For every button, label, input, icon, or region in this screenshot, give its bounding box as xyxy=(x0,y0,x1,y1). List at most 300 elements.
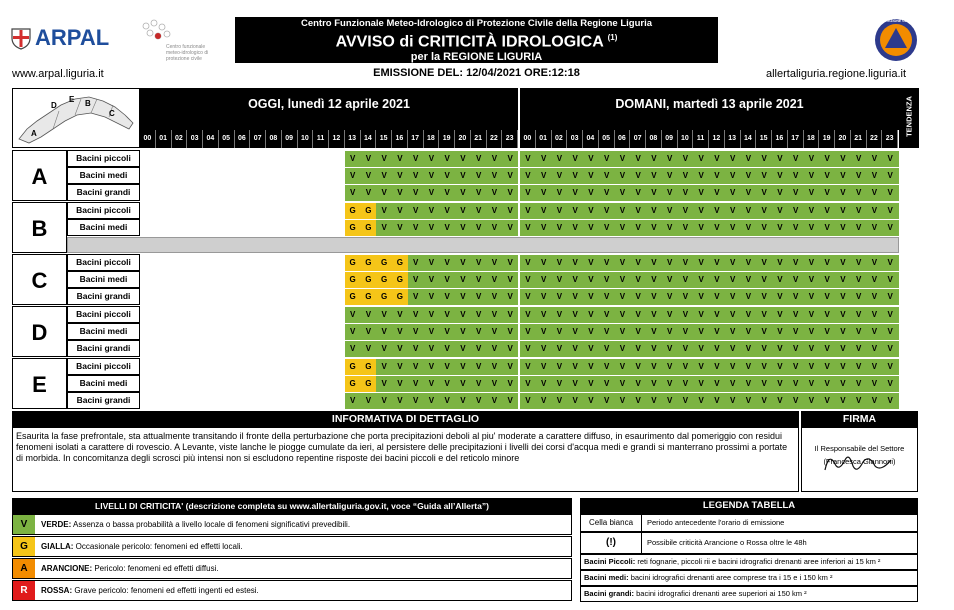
cell-verde: V xyxy=(439,376,455,392)
cell-verde: V xyxy=(502,151,518,167)
cell-verde: V xyxy=(599,341,615,357)
level-label: ARANCIONE: xyxy=(41,564,93,573)
level-label: VERDE: xyxy=(41,520,72,529)
cell-verde: V xyxy=(772,324,788,340)
cell-verde: V xyxy=(439,185,455,201)
cell-verde: V xyxy=(615,393,631,409)
map-label-a: A xyxy=(31,129,37,138)
hour-cell: 20 xyxy=(455,130,471,148)
cell-verde: V xyxy=(772,393,788,409)
cell-verde: V xyxy=(756,376,772,392)
cell-verde: V xyxy=(392,220,408,236)
legend-medi-desc: bacini idrografici drenanti aree comprese tra i 15 e i 150 km ² xyxy=(630,573,833,582)
cell-verde: V xyxy=(804,341,820,357)
cell-verde: V xyxy=(678,376,694,392)
cell-verde: V xyxy=(408,185,424,201)
cell-verde: V xyxy=(502,255,518,271)
cell-verde: V xyxy=(851,151,867,167)
cell-verde: V xyxy=(693,220,709,236)
cell-verde: V xyxy=(819,341,835,357)
cell-verde: V xyxy=(520,255,536,271)
cell-verde: V xyxy=(741,289,757,305)
cell-verde: V xyxy=(630,272,646,288)
cell-verde: V xyxy=(599,151,615,167)
legend-medi xyxy=(580,570,918,586)
cell-verde: V xyxy=(882,307,898,323)
cell-verde: V xyxy=(646,220,662,236)
cell-verde: V xyxy=(583,359,599,375)
hour-cell: 05 xyxy=(219,130,235,148)
cell-verde: V xyxy=(583,393,599,409)
cell-verde: V xyxy=(520,151,536,167)
hour-cell: 00 xyxy=(140,130,156,148)
cell-verde: V xyxy=(709,272,725,288)
cell-verde: V xyxy=(502,359,518,375)
hour-cell: 04 xyxy=(203,130,219,148)
cell-verde: V xyxy=(741,324,757,340)
cell-verde: V xyxy=(471,324,487,340)
cell-verde: V xyxy=(471,272,487,288)
cell-gialla: G xyxy=(345,203,361,219)
cell-verde: V xyxy=(408,255,424,271)
cell-verde: V xyxy=(520,168,536,184)
cell-verde: V xyxy=(646,341,662,357)
cell-verde: V xyxy=(455,272,471,288)
cell-verde: V xyxy=(455,393,471,409)
cell-verde: V xyxy=(756,341,772,357)
cell-verde: V xyxy=(709,185,725,201)
cell-verde: V xyxy=(424,324,440,340)
cell-verde: V xyxy=(439,151,455,167)
cell-verde: V xyxy=(851,272,867,288)
cell-tendency xyxy=(898,168,899,184)
cell-verde: V xyxy=(455,220,471,236)
legend-grandi xyxy=(580,586,918,602)
liguria-crest-icon xyxy=(10,26,32,50)
cell-verde: V xyxy=(851,341,867,357)
zone-letter-c: C xyxy=(12,254,67,305)
cell-verde: V xyxy=(772,307,788,323)
cell-verde: V xyxy=(536,359,552,375)
hour-cell: 06 xyxy=(615,130,631,148)
cell-verde: V xyxy=(502,168,518,184)
cell-verde: V xyxy=(646,203,662,219)
basin-label: Bacini medi xyxy=(67,219,140,236)
cell-verde: V xyxy=(552,272,568,288)
cell-verde: V xyxy=(487,359,503,375)
cell-verde: V xyxy=(487,393,503,409)
cell-verde: V xyxy=(345,341,361,357)
level-text xyxy=(41,559,219,578)
hour-cell: 18 xyxy=(804,130,820,148)
legend-exclamation-symbol: (!) xyxy=(581,533,642,553)
cell-verde: V xyxy=(835,289,851,305)
cell-verde: V xyxy=(867,255,883,271)
cell-verde: V xyxy=(867,376,883,392)
cell-verde: V xyxy=(455,359,471,375)
cell-verde: V xyxy=(520,359,536,375)
cell-verde: V xyxy=(662,220,678,236)
cell-verde: V xyxy=(678,341,694,357)
hour-cell: 23 xyxy=(502,130,518,148)
cell-verde: V xyxy=(646,255,662,271)
cell-verde: V xyxy=(439,220,455,236)
cell-verde: V xyxy=(835,324,851,340)
cell-verde: V xyxy=(741,393,757,409)
cell-verde: V xyxy=(819,324,835,340)
cell-verde: V xyxy=(662,203,678,219)
cell-verde: V xyxy=(725,341,741,357)
cell-verde: V xyxy=(471,359,487,375)
cell-verde: V xyxy=(741,203,757,219)
level-text xyxy=(41,515,350,534)
cell-verde: V xyxy=(662,376,678,392)
cell-verde: V xyxy=(408,307,424,323)
cell-verde: V xyxy=(455,255,471,271)
cell-verde: V xyxy=(392,185,408,201)
cell-verde: V xyxy=(788,307,804,323)
cell-tendency xyxy=(898,359,899,375)
hour-cell: 00 xyxy=(520,130,536,148)
basin-label: Bacini piccoli xyxy=(67,306,140,323)
cell-verde: V xyxy=(630,393,646,409)
firma-name: (Francesca Giannoni) xyxy=(823,457,896,466)
cell-verde: V xyxy=(455,307,471,323)
cell-gialla: G xyxy=(345,289,361,305)
cell-verde: V xyxy=(882,255,898,271)
cell-verde: V xyxy=(678,151,694,167)
cell-verde: V xyxy=(693,307,709,323)
level-desc: Grave pericolo: fenomeni ed effetti ingenti ed estesi. xyxy=(74,586,259,595)
cell-verde: V xyxy=(835,272,851,288)
cell-verde: V xyxy=(536,272,552,288)
cell-verde: V xyxy=(615,203,631,219)
cell-verde: V xyxy=(615,151,631,167)
level-text xyxy=(41,537,243,556)
cell-verde: V xyxy=(630,307,646,323)
cell-verde: V xyxy=(678,324,694,340)
cell-verde: V xyxy=(646,168,662,184)
hour-cell: 17 xyxy=(788,130,804,148)
cell-verde: V xyxy=(662,393,678,409)
cell-verde: V xyxy=(772,168,788,184)
cell-verde: V xyxy=(882,359,898,375)
cell-verde: V xyxy=(424,168,440,184)
cell-verde: V xyxy=(662,289,678,305)
cell-verde: V xyxy=(376,168,392,184)
cell-verde: V xyxy=(662,341,678,357)
cell-verde: V xyxy=(487,341,503,357)
allerta-url[interactable]: allertaliguria.regione.liguria.it xyxy=(766,68,907,80)
cell-verde: V xyxy=(741,341,757,357)
cell-verde: V xyxy=(646,393,662,409)
cell-verde: V xyxy=(725,168,741,184)
cell-verde: V xyxy=(882,203,898,219)
cell-verde: V xyxy=(376,341,392,357)
cell-verde: V xyxy=(693,151,709,167)
cell-verde: V xyxy=(678,255,694,271)
cell-verde: V xyxy=(882,151,898,167)
cell-verde: V xyxy=(741,220,757,236)
basin-label: Bacini grandi xyxy=(67,288,140,305)
hour-cell: 12 xyxy=(709,130,725,148)
cell-verde: V xyxy=(835,393,851,409)
cell-verde: V xyxy=(567,341,583,357)
cell-verde: V xyxy=(630,376,646,392)
cell-verde: V xyxy=(567,376,583,392)
cell-verde: V xyxy=(376,324,392,340)
cell-verde: V xyxy=(520,289,536,305)
cell-verde: V xyxy=(567,359,583,375)
cell-verde: V xyxy=(741,359,757,375)
zone-letter-a: A xyxy=(12,150,67,201)
cell-verde: V xyxy=(487,220,503,236)
cell-verde: V xyxy=(502,203,518,219)
cell-verde: V xyxy=(439,203,455,219)
cell-verde: V xyxy=(835,151,851,167)
cell-verde: V xyxy=(439,255,455,271)
cell-verde: V xyxy=(439,307,455,323)
cell-gialla: G xyxy=(376,289,392,305)
info-box xyxy=(12,427,799,492)
cell-verde: V xyxy=(502,341,518,357)
basin-label: Bacini piccoli xyxy=(67,358,140,375)
hour-cell: 22 xyxy=(867,130,883,148)
info-text: Esaurita la fase prefrontale, sta attualmente transitando il fronte della perturbazione che porta precipitazioni deboli al piu' moderate a carattere diffuso, in esaurimento dal pomeriggio con residui fenomeni isolati a carattere di rovescio. A Levante, viste lanche le piogge cumulate da ieri, al persistere delle precipitazioni i livelli dei corsi d'acqua medi e grandi si manterrano prossimi a portate di morbida. In concomitanza degli scrosci più intensi non si escludono repentine risposte dei bacini piccoli e del reticolo minore xyxy=(16,431,788,463)
cell-gialla: G xyxy=(345,220,361,236)
legend-exclamation-desc: Possibile criticità Arancione o Rossa oltre le 48h xyxy=(647,538,807,547)
cell-gialla: G xyxy=(361,272,377,288)
cell-verde: V xyxy=(882,168,898,184)
cell-verde: V xyxy=(867,151,883,167)
cell-verde: V xyxy=(788,393,804,409)
cell-tendency xyxy=(898,289,899,305)
cell-verde: V xyxy=(882,393,898,409)
cell-verde: V xyxy=(408,393,424,409)
liguria-map xyxy=(12,88,140,148)
cell-verde: V xyxy=(882,272,898,288)
cell-verde: V xyxy=(536,203,552,219)
cell-verde: V xyxy=(471,307,487,323)
cell-verde: V xyxy=(756,307,772,323)
cell-verde: V xyxy=(439,272,455,288)
cell-verde: V xyxy=(599,393,615,409)
cell-verde: V xyxy=(678,185,694,201)
cell-verde: V xyxy=(867,289,883,305)
cell-verde: V xyxy=(455,341,471,357)
cell-verde: V xyxy=(678,168,694,184)
cell-verde: V xyxy=(487,203,503,219)
cell-verde: V xyxy=(646,324,662,340)
cell-verde: V xyxy=(835,203,851,219)
cell-verde: V xyxy=(788,341,804,357)
cell-verde: V xyxy=(439,168,455,184)
cell-gialla: G xyxy=(345,359,361,375)
hour-cell: 23 xyxy=(882,130,898,148)
cell-verde: V xyxy=(630,324,646,340)
cell-verde: V xyxy=(693,359,709,375)
map-label-c: C xyxy=(109,109,115,118)
cell-verde: V xyxy=(361,393,377,409)
firma-header: FIRMA xyxy=(801,411,918,427)
cell-verde: V xyxy=(867,341,883,357)
cell-verde: V xyxy=(788,376,804,392)
cell-verde: V xyxy=(487,376,503,392)
cell-verde: V xyxy=(772,341,788,357)
cell-verde: V xyxy=(552,393,568,409)
cell-verde: V xyxy=(693,376,709,392)
legend-grandi-label: Bacini grandi: xyxy=(584,589,635,598)
cell-verde: V xyxy=(709,307,725,323)
cell-verde: V xyxy=(772,151,788,167)
title-main: AVVISO di CRITICITÀ IDROLOGICA xyxy=(335,33,604,51)
cell-verde: V xyxy=(709,151,725,167)
cell-verde: V xyxy=(804,151,820,167)
cell-verde: V xyxy=(646,185,662,201)
cell-verde: V xyxy=(536,393,552,409)
cell-verde: V xyxy=(819,185,835,201)
cell-tendency xyxy=(898,255,899,271)
cell-verde: V xyxy=(788,185,804,201)
level-badge: V xyxy=(13,515,35,534)
cell-verde: V xyxy=(772,376,788,392)
cell-verde: V xyxy=(709,289,725,305)
cell-verde: V xyxy=(455,151,471,167)
cell-verde: V xyxy=(693,341,709,357)
cell-verde: V xyxy=(867,272,883,288)
cell-verde: V xyxy=(567,307,583,323)
cell-verde: V xyxy=(756,272,772,288)
cell-verde: V xyxy=(804,393,820,409)
cell-verde: V xyxy=(520,185,536,201)
level-text xyxy=(41,581,259,600)
level-row-a xyxy=(12,558,572,579)
cell-verde: V xyxy=(487,255,503,271)
cell-verde: V xyxy=(709,255,725,271)
cell-verde: V xyxy=(424,393,440,409)
cell-gialla: G xyxy=(361,220,377,236)
cell-verde: V xyxy=(630,151,646,167)
basin-label: Bacini medi xyxy=(67,323,140,340)
cell-verde: V xyxy=(646,272,662,288)
cell-verde: V xyxy=(424,376,440,392)
level-row-g xyxy=(12,536,572,557)
cell-verde: V xyxy=(662,272,678,288)
cell-verde: V xyxy=(851,324,867,340)
cell-verde: V xyxy=(835,376,851,392)
hour-cell: 22 xyxy=(487,130,503,148)
cell-verde: V xyxy=(502,307,518,323)
cell-verde: V xyxy=(851,307,867,323)
hour-cell: 02 xyxy=(172,130,188,148)
cell-verde: V xyxy=(583,324,599,340)
cell-verde: V xyxy=(693,168,709,184)
cell-verde: V xyxy=(376,307,392,323)
cell-verde: V xyxy=(599,324,615,340)
cell-verde: V xyxy=(424,151,440,167)
cell-verde: V xyxy=(804,307,820,323)
cell-verde: V xyxy=(439,393,455,409)
cell-verde: V xyxy=(424,307,440,323)
cell-verde: V xyxy=(804,203,820,219)
cell-verde: V xyxy=(804,168,820,184)
cell-verde: V xyxy=(599,359,615,375)
cell-verde: V xyxy=(502,220,518,236)
basin-label: Bacini grandi xyxy=(67,184,140,201)
cell-verde: V xyxy=(439,324,455,340)
cell-verde: V xyxy=(709,220,725,236)
cell-verde: V xyxy=(471,255,487,271)
legend-piccoli-desc: reti fognarie, piccoli rii e bacini idrografici drenanti aree inferiori ai 15 km ² xyxy=(637,557,881,566)
cell-verde: V xyxy=(552,289,568,305)
day2-label: DOMANI, martedì 13 aprile 2021 xyxy=(615,97,804,111)
cell-gialla: G xyxy=(345,376,361,392)
hour-cell: 02 xyxy=(552,130,568,148)
cell-verde: V xyxy=(536,185,552,201)
protezione-civile-text: PROTEZIONE CIVILE xyxy=(878,19,914,23)
cell-verde: V xyxy=(851,185,867,201)
title-line3: per la REGIONE LIGURIA xyxy=(410,51,543,64)
cell-verde: V xyxy=(662,255,678,271)
hour-cell: 09 xyxy=(282,130,298,148)
title-line2 xyxy=(235,29,718,51)
cell-verde: V xyxy=(756,220,772,236)
cell-verde: V xyxy=(867,359,883,375)
map-label-b: B xyxy=(85,99,91,108)
cell-verde: V xyxy=(615,324,631,340)
cell-verde: V xyxy=(552,255,568,271)
basin-label: Bacini medi xyxy=(67,375,140,392)
cell-verde: V xyxy=(646,359,662,375)
level-desc: Pericolo: fenomeni ed effetti diffusi. xyxy=(94,564,219,573)
cell-verde: V xyxy=(788,289,804,305)
cell-tendency xyxy=(898,151,899,167)
cell-verde: V xyxy=(583,376,599,392)
cell-verde: V xyxy=(487,324,503,340)
cell-verde: V xyxy=(630,289,646,305)
zone-letter-e: E xyxy=(12,358,67,409)
cell-verde: V xyxy=(788,324,804,340)
arpal-url[interactable]: www.arpal.liguria.it xyxy=(12,68,104,80)
cell-verde: V xyxy=(725,203,741,219)
cell-verde: V xyxy=(804,324,820,340)
cell-verde: V xyxy=(424,272,440,288)
cell-verde: V xyxy=(819,393,835,409)
cell-verde: V xyxy=(867,185,883,201)
cell-verde: V xyxy=(552,151,568,167)
level-label: GIALLA: xyxy=(41,542,74,551)
cell-verde: V xyxy=(408,341,424,357)
cell-verde: V xyxy=(678,272,694,288)
cell-verde: V xyxy=(788,203,804,219)
partner-logo xyxy=(140,18,215,62)
cell-verde: V xyxy=(772,255,788,271)
cell-verde: V xyxy=(756,168,772,184)
cell-verde: V xyxy=(408,272,424,288)
cell-verde: V xyxy=(567,168,583,184)
cell-verde: V xyxy=(424,185,440,201)
cell-verde: V xyxy=(819,220,835,236)
cell-verde: V xyxy=(819,203,835,219)
zone-letter-d: D xyxy=(12,306,67,357)
cell-verde: V xyxy=(502,393,518,409)
cell-verde: V xyxy=(520,307,536,323)
cell-verde: V xyxy=(819,168,835,184)
cell-verde: V xyxy=(361,341,377,357)
cell-verde: V xyxy=(835,168,851,184)
hour-cell: 11 xyxy=(693,130,709,148)
cell-verde: V xyxy=(851,393,867,409)
